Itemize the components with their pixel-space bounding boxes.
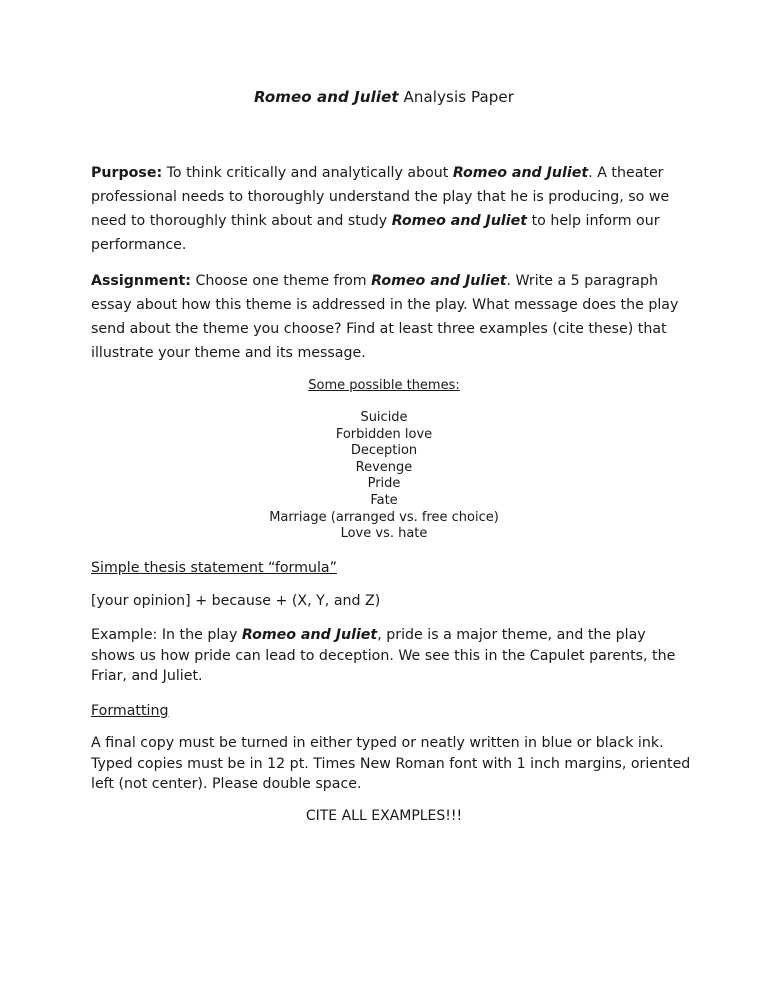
purpose-paragraph (91, 161, 691, 257)
purpose-play-title-1: Romeo and Juliet (452, 165, 589, 181)
assignment-text-2: . Write a 5 paragraph essay about how this theme is addressed in the play. What message does the play send about the theme you choose? Find at least three examples (cite these) that illustrate your theme and its message. (91, 273, 679, 361)
title-play-name: Romeo and Juliet (253, 88, 399, 106)
theme-item: Marriage (arranged vs. free choice) (269, 509, 499, 525)
assignment-paragraph (91, 269, 691, 365)
theme-item: Forbidden love (335, 426, 433, 442)
purpose-text-2: . A theater professional needs to thoroughly understand the play that he is producing, so we need to thoroughly think about and study (91, 165, 670, 229)
purpose-text-1: To think critically and analytically about (162, 165, 453, 181)
example-play-title: Romeo and Juliet (241, 627, 378, 643)
themes-heading: Some possible themes: (308, 378, 460, 393)
theme-item: Suicide (360, 410, 408, 425)
cite-reminder: CITE ALL EXAMPLES!!! (305, 808, 463, 824)
formatting-paragraph: A final copy must be turned in either typed or neatly written in blue or black ink. Typed copies must be in 12 pt. Times New Roman font with 1 inch margins, oriented left (not center). Please double space. (91, 735, 691, 792)
purpose-play-title-2: Romeo and Juliet (391, 213, 528, 229)
assignment-text-1: Choose one theme from (190, 273, 372, 289)
theme-item: Love vs. hate (340, 526, 428, 542)
example-text-2: , pride is a major theme, and the play shows us how pride can lead to deception. We see this in the Capulet parents, the Friar, and Juliet. (91, 627, 676, 684)
theme-item: Fate (370, 492, 398, 508)
themes-list (0, 410, 768, 543)
purpose-label: Purpose: (91, 165, 163, 181)
thesis-formula: [your opinion] + because + (X, Y, and Z) (91, 593, 381, 609)
purpose-text-3: to help inform our performance. (91, 213, 660, 253)
formatting-heading: Formatting (91, 703, 169, 719)
title-suffix: Analysis Paper (398, 88, 514, 106)
assignment-label: Assignment: (91, 273, 191, 289)
theme-item: Deception (350, 443, 418, 459)
theme-item: Pride (367, 476, 401, 492)
example-paragraph (91, 625, 691, 687)
example-text-1: Example: In the play (91, 627, 242, 643)
thesis-heading: Simple thesis statement “formula” (91, 560, 337, 576)
theme-item: Revenge (355, 459, 413, 475)
assignment-play-title: Romeo and Juliet (371, 273, 507, 289)
page-title (0, 88, 768, 106)
